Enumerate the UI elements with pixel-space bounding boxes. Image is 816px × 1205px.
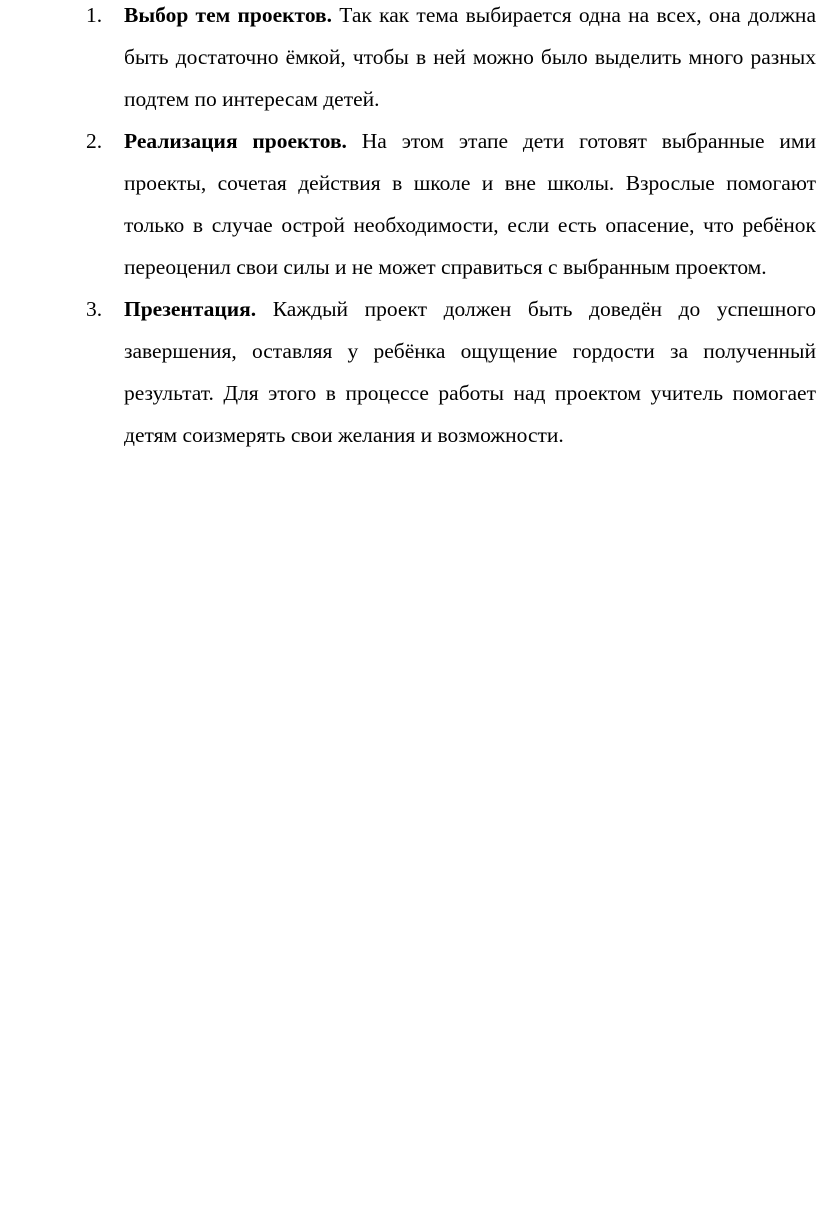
list-item-body bbox=[124, 0, 816, 120]
list-item bbox=[86, 288, 816, 456]
list-item bbox=[86, 0, 816, 120]
list-item-number: 3. bbox=[86, 297, 103, 321]
list-item-text: Каждый проект должен быть доведён до успешного завершения, оставляя у ребёнка ощущение гордости за полученный результат. Для этого в процессе работы над проектом учитель помогает детям соизмерять свои желания и возможности. bbox=[124, 297, 816, 447]
list-item-body bbox=[124, 288, 816, 456]
list-item-text: На этом этапе дети готовят выбранные ими проекты, сочетая действия в школе и вне школы. Взрослые помогают только в случае острой необходимости, если есть опасение, что ребёнок переоценил свои силы и не может справиться с выбранным проектом. bbox=[124, 129, 816, 279]
list-item-heading: Реализация проектов. bbox=[124, 129, 347, 153]
list-item-heading: Выбор тем проектов. bbox=[124, 3, 333, 27]
list-item-number: 2. bbox=[86, 129, 103, 153]
list-item-body bbox=[124, 120, 816, 288]
numbered-list bbox=[86, 0, 816, 456]
list-item-heading: Презентация. bbox=[124, 297, 257, 321]
list-item-number: 1. bbox=[86, 3, 103, 27]
list-item bbox=[86, 120, 816, 288]
list-item-text: Так как тема выбирается одна на всех, она должна быть достаточно ёмкой, чтобы в ней можно было выделить много разных подтем по интересам детей. bbox=[124, 3, 816, 111]
